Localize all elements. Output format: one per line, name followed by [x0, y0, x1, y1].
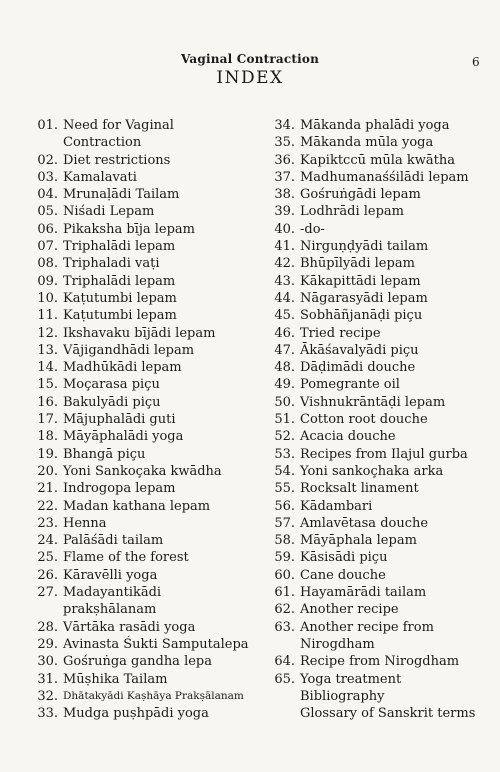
entry-number: 33.	[37, 706, 58, 722]
index-entry	[263, 446, 499, 463]
index-entry	[263, 653, 499, 670]
index-entry	[263, 463, 499, 480]
index-entry	[23, 342, 263, 359]
entry-title: Need for Vaginal Contraction	[63, 118, 174, 151]
index-entry	[23, 671, 263, 688]
entry-title: Madayantikādi prakṣhālanam	[63, 585, 162, 618]
entry-title: Bakulyādi piçu	[63, 394, 161, 410]
entry-title: Lodhrādi lepam	[300, 204, 404, 220]
index-entry	[263, 498, 499, 515]
index-entry	[23, 117, 263, 152]
index-entry	[263, 705, 499, 722]
index-entry	[263, 428, 499, 445]
index-entry	[263, 376, 499, 393]
entry-number: 60.	[274, 567, 295, 583]
entry-title: Mājuphalādi guti	[63, 412, 176, 428]
entry-title: Mrunaḷādi Tailam	[63, 187, 180, 203]
entry-number: 52.	[274, 429, 295, 445]
index-entry	[23, 567, 263, 584]
entry-number: 64.	[274, 654, 295, 670]
index-entry	[23, 584, 263, 619]
entry-title: -do-	[300, 221, 325, 237]
entry-number: 03.	[37, 169, 58, 185]
entry-title: Nirguṇḍyādi tailam	[300, 239, 429, 255]
entry-title: Bibliography	[300, 688, 385, 704]
index-entry	[263, 532, 499, 549]
entry-number: 27.	[37, 585, 58, 601]
index-entry	[263, 411, 499, 428]
entry-title: Diet restrictions	[63, 152, 171, 168]
entry-number: 14.	[37, 360, 58, 376]
entry-title: Triphalādi lepam	[63, 273, 176, 289]
entry-number: 12.	[37, 325, 58, 341]
entry-title: Vājigandhādi lepam	[63, 342, 195, 358]
index-entry	[23, 273, 263, 290]
index-entry	[23, 480, 263, 497]
index-entry	[23, 169, 263, 186]
entry-number: 28.	[37, 619, 58, 635]
entry-title: Amlavētasa douche	[300, 515, 429, 531]
entry-title: Kāsisādi piçu	[300, 550, 388, 566]
index-entry	[23, 688, 263, 705]
entry-number: 31.	[37, 671, 58, 687]
entry-title: Yoga treatment	[300, 671, 402, 687]
entry-title: Vishnukrāntāḍi lepam	[300, 394, 446, 410]
entry-number: 34.	[274, 118, 295, 133]
entry-number: 53.	[274, 446, 295, 462]
entry-title: Kamalavati	[63, 169, 137, 185]
index-entry	[23, 463, 263, 480]
index-title: INDEX	[216, 68, 284, 88]
entry-title: Dāḍimādi douche	[300, 360, 416, 376]
index-entry	[23, 549, 263, 566]
page-number: 6	[472, 55, 480, 69]
index-entry	[23, 221, 263, 238]
entry-title: Tried recipe	[300, 325, 381, 341]
index-entry	[23, 619, 263, 636]
entry-number: 38.	[274, 187, 295, 203]
entry-number: 44.	[274, 290, 295, 306]
entry-title: Mākanda mūla yoga	[300, 135, 434, 151]
index-entry	[263, 688, 499, 705]
entry-title: Vārtāka rasādi yoga	[63, 619, 196, 635]
index-entry	[263, 584, 499, 601]
entry-number: 57.	[274, 515, 295, 531]
entry-number: 63.	[274, 619, 295, 635]
entry-number: 54.	[274, 463, 295, 479]
entry-number: 29.	[37, 636, 58, 652]
index-entry	[263, 325, 499, 342]
entry-title: Another recipe	[300, 602, 399, 618]
entry-number: 16.	[37, 394, 58, 410]
entry-title: Madhūkādi lepam	[63, 360, 182, 376]
entry-number: 35.	[274, 135, 295, 151]
index-entry	[23, 238, 263, 255]
index-entry	[23, 203, 263, 220]
entry-number: 40.	[274, 221, 295, 237]
entry-number: 32.	[37, 688, 58, 704]
index-entry	[23, 705, 263, 722]
entry-number: 05.	[37, 204, 58, 220]
index-entry	[263, 515, 499, 532]
entry-number: 13.	[37, 342, 58, 358]
entry-number: 18.	[37, 429, 58, 445]
entry-number: 11.	[37, 308, 58, 324]
index-entry	[23, 653, 263, 670]
index-entry	[263, 134, 499, 151]
index-entry	[23, 411, 263, 428]
entry-title: Acacia douche	[300, 429, 396, 445]
entry-title: Kapiktccū mūla kwātha	[300, 152, 455, 168]
entry-title: Dhātakyādi Kaṣhāya Prakṣālanam	[63, 689, 244, 702]
entry-title: Kākapittādi lepam	[300, 273, 421, 289]
entry-title: Palāśādi tailam	[63, 533, 164, 549]
index-entry	[263, 152, 499, 169]
entry-number: 51.	[274, 412, 295, 428]
entry-title: Mudga puṣhpādi yoga	[63, 706, 209, 722]
index-entry	[23, 428, 263, 445]
index-entry	[263, 221, 499, 238]
entry-title: Pomegrante oil	[300, 377, 400, 393]
entry-title: Hayamārādi tailam	[300, 585, 427, 601]
entry-title: Māyāphalādi yoga	[63, 429, 184, 445]
entry-title: Ākāśavalyādi piçu	[300, 342, 419, 358]
entry-title: Madan kathana lepam	[63, 498, 211, 514]
index-entry	[263, 290, 499, 307]
entry-title: Yoni sankoçhaka arka	[300, 463, 444, 479]
entry-title: Recipes from Ilajul gurba	[300, 446, 468, 462]
index-entry	[263, 359, 499, 376]
entry-number: 48.	[274, 360, 295, 376]
entry-number: 37.	[274, 169, 295, 185]
index-right-column	[263, 117, 499, 722]
entry-title: Kādambari	[300, 498, 373, 514]
entry-number: 09.	[37, 273, 58, 289]
entry-number: 56.	[274, 498, 295, 514]
entry-title: Mākanda phalādi yoga	[300, 118, 450, 133]
index-entry	[263, 273, 499, 290]
entry-number: 62.	[274, 602, 295, 618]
entry-number: 58.	[274, 533, 295, 549]
entry-number: 06.	[37, 221, 58, 237]
running-head: Vaginal Contraction	[180, 52, 320, 66]
entry-number: 21.	[37, 481, 58, 497]
index-entry	[263, 549, 499, 566]
entry-number: 61.	[274, 585, 295, 601]
entry-title: Bhangā piçu	[63, 446, 146, 462]
index-entry	[23, 394, 263, 411]
index-entry	[23, 636, 263, 653]
index-entry	[263, 601, 499, 618]
entry-number: 19.	[37, 446, 58, 462]
entry-number: 04.	[37, 187, 58, 203]
entry-number: 36.	[274, 152, 295, 168]
entry-title: Bhūpīlyādi lepam	[300, 256, 415, 272]
entry-number: 23.	[37, 515, 58, 531]
entry-number: 45.	[274, 308, 295, 324]
entry-number: 17.	[37, 412, 58, 428]
entry-title: Kaṭutumbi lepam	[63, 290, 177, 306]
entry-title: Kaṭutumbi lepam	[63, 308, 177, 324]
entry-title: Niśadi Lepam	[63, 204, 155, 220]
entry-title: Yoni Sankoçaka kwādha	[63, 463, 222, 479]
index-entry	[23, 290, 263, 307]
entry-title: Recipe from Nirogdham	[300, 654, 460, 670]
entry-title: Gośruṅgādi lepam	[300, 187, 421, 203]
index-entry	[23, 307, 263, 324]
entry-number: 42.	[274, 256, 295, 272]
entry-title: Moçarasa piçu	[63, 377, 160, 393]
entry-title: Triphaladi vaṭi	[63, 256, 160, 272]
entry-number: 49.	[274, 377, 295, 393]
entry-title: Cotton root douche	[300, 412, 428, 428]
index-entry	[263, 480, 499, 497]
entry-title: Another recipe from Nirogdham	[300, 619, 434, 652]
entry-number: 10.	[37, 290, 58, 306]
entry-number: 65.	[274, 671, 295, 687]
index-entry	[263, 238, 499, 255]
entry-number: 02.	[37, 152, 58, 168]
entry-number: 01.	[37, 118, 58, 133]
entry-number: 43.	[274, 273, 295, 289]
entry-title: Flame of the forest	[63, 550, 189, 566]
entry-title: Māyāphala lepam	[300, 533, 417, 549]
entry-number: 20.	[37, 463, 58, 479]
entry-number: 26.	[37, 567, 58, 583]
entry-number: 24.	[37, 533, 58, 549]
entry-number: 39.	[274, 204, 295, 220]
entry-number: 25.	[37, 550, 58, 566]
entry-title: Madhumanaśśilādi lepam	[300, 169, 469, 185]
entry-number: 15.	[37, 377, 58, 393]
index-entry	[263, 255, 499, 272]
index-entry	[23, 498, 263, 515]
entry-title: Rocksalt linament	[300, 481, 419, 497]
entry-number: 59.	[274, 550, 295, 566]
index-entry	[263, 169, 499, 186]
entry-number: 41.	[274, 239, 295, 255]
entry-number: 55.	[274, 481, 295, 497]
index-entry	[23, 376, 263, 393]
entry-title: Ikshavaku bījādi lepam	[63, 325, 216, 341]
index-entry	[263, 394, 499, 411]
entry-title: Kāravēlli yoga	[63, 567, 158, 583]
index-entry	[23, 255, 263, 272]
entry-title: Gośruṅga gandha lepa	[63, 654, 212, 670]
entry-title: Indrogopa lepam	[63, 481, 176, 497]
entry-number: 46.	[274, 325, 295, 341]
index-entry	[263, 671, 499, 688]
entry-title: Nāgarasyādi lepam	[300, 290, 428, 306]
index-entry	[23, 359, 263, 376]
index-entry	[263, 186, 499, 203]
index-entry	[263, 567, 499, 584]
index-entry	[23, 446, 263, 463]
index-entry	[23, 152, 263, 169]
entry-title: Sobhāñjanāḍi piçu	[300, 308, 423, 324]
entry-number: 50.	[274, 394, 295, 410]
entry-title: Triphalādi lepam	[63, 239, 176, 255]
index-entry	[263, 307, 499, 324]
entry-title: Avinasta Śukti Samputalepa	[63, 636, 249, 652]
entry-title: Cane douche	[300, 567, 386, 583]
index-entry	[263, 342, 499, 359]
index-entry	[23, 186, 263, 203]
entry-number: 47.	[274, 342, 295, 358]
entry-number: 07.	[37, 239, 58, 255]
entry-title: Glossary of Sanskrit terms	[300, 706, 476, 722]
entry-title: Pikaksha bīja lepam	[63, 221, 195, 237]
index-entry	[263, 619, 499, 654]
entry-title: Henna	[63, 515, 107, 531]
index-entry	[23, 325, 263, 342]
index-left-column	[23, 117, 263, 722]
index-entry	[263, 117, 499, 134]
index-entry	[23, 532, 263, 549]
entry-number: 22.	[37, 498, 58, 514]
entry-number: 30.	[37, 654, 58, 670]
index-entry	[23, 515, 263, 532]
entry-number: 08.	[37, 256, 58, 272]
entry-title: Mūṣhika Tailam	[63, 671, 168, 687]
index-entry	[263, 203, 499, 220]
